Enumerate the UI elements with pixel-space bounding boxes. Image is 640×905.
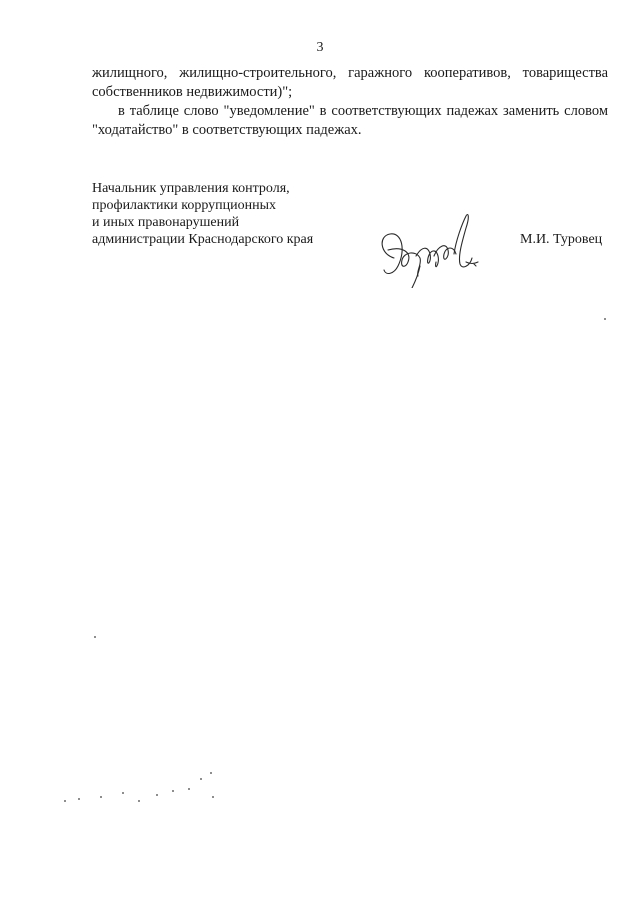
scan-speck [94, 636, 96, 638]
paragraph-table-amendment: в таблице слово "уведомление" в соответствующих падежах заменить словом "ходатайство" в соответствующих падежах. [92, 103, 608, 138]
scan-speck [604, 318, 606, 320]
signer-name: М.И. Туровец [520, 232, 603, 247]
scan-artifact-marks [60, 770, 230, 830]
paragraph-continuation: жилищного, жилищно-строительного, гаражного кооперативов, товарищества собственников недвижимости)"; [92, 65, 608, 100]
signer-position-line: профилактики коррупционных [92, 198, 277, 213]
signer-position-line: администрации Краснодарского края [92, 232, 314, 247]
signature-block [92, 180, 608, 248]
body-text [92, 64, 608, 140]
signer-position-line: и иных правонарушений [92, 215, 240, 230]
signer-position-line: Начальник управления контроля, [92, 181, 290, 196]
page-number: 3 [316, 40, 324, 55]
handwritten-signature-image [376, 206, 486, 288]
